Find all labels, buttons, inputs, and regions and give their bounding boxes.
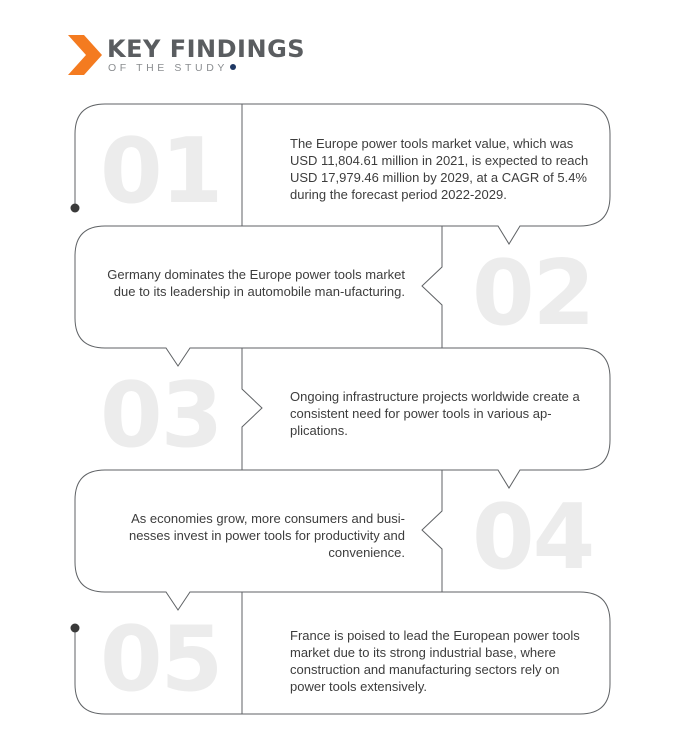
finding-text-03: Ongoing infrastructure projects worldwide create a consistent need for power tools in various ap-plications.: [290, 389, 580, 438]
page-subtitle: OF THE STUDY: [108, 62, 236, 74]
finding-number-02: 02: [472, 241, 594, 346]
finding-number-01: 01: [100, 119, 222, 224]
start-dot: [71, 204, 80, 213]
finding-number-05: 05: [100, 607, 222, 712]
end-dot: [71, 624, 80, 633]
finding-text-05: France is poised to lead the European power tools market due to its strong industrial base, where construction and manufacturing sectors rely on power tools extensively.: [290, 628, 580, 694]
finding-text-04: As economies grow, more consumers and busi-nesses invest in power tools for productivity and convenience.: [128, 511, 405, 560]
finding-text-01: The Europe power tools market value, which was USD 11,804.61 million in 2021, is expected to reach USD 17,979.46 million by 2029, at a CAGR of 5.4% during the forecast period 2022-2029.: [290, 136, 589, 202]
finding-number-04: 04: [472, 485, 594, 590]
page-title: KEY FINDINGS: [107, 35, 306, 63]
finding-text-02: Germany dominates the Europe power tools market due to its leadership in automobile man-ufacturing.: [107, 267, 405, 299]
finding-number-03: 03: [100, 363, 222, 468]
